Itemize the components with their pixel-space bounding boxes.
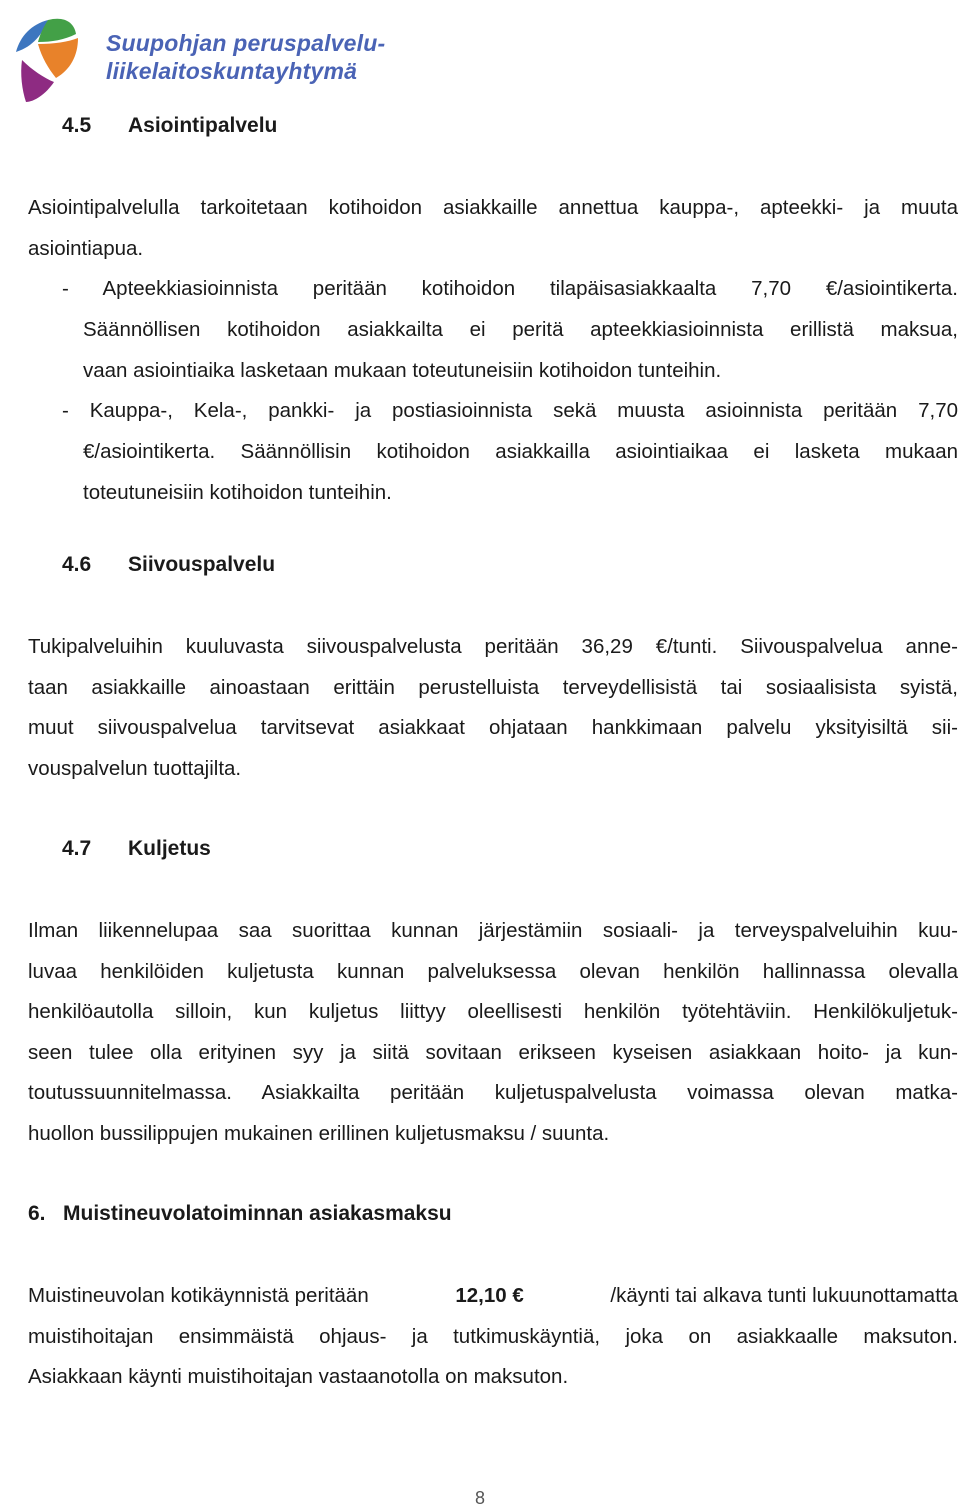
text-line: huollon bussilippujen mukainen erillinen kuljetusmaksu / suunta. [28,1121,610,1145]
paragraph-asiointi-intro [28,188,958,269]
text-line: Säännöllisen kotihoidon asiakkailta ei peritä apteekkiasioinnista erillistä maksua, [83,318,958,341]
section-number: 4.5 [62,114,92,137]
text-line: - Apteekkiasioinnista peritään kotihoidon tilapäisasiakkaalta 7,70 €/asiointikerta. [62,277,958,300]
text-line: vaan asiointiaika lasketaan mukaan toteutuneisiin kotihoidon tunteihin. [83,358,722,382]
text-line: - Kauppa-, Kela-, pankki- ja postiasioinnista sekä muusta asioinnista peritään 7,70 [62,399,958,422]
section-title: Kuljetus [128,837,211,860]
paragraph-muistineuvola [28,1276,958,1398]
text-line-mixed [28,1276,958,1317]
text-line: Tukipalveluihin kuuluvasta siivouspalvelusta peritään 36,29 €/tunti. Siivouspalvelua anne- [28,635,958,658]
text-line: henkilöautolla silloin, kun kuljetus liittyy oleellisesti henkilön työtehtäviin. Henkilökuljetuk- [28,1000,958,1024]
text-segment: Muistineuvolan kotikäynnistä peritään [28,1284,369,1307]
text-line: vouspalvelun tuottajilta. [28,756,242,780]
section-number: 4.6 [62,553,92,576]
text-line: Asiointipalvelulla tarkoitetaan kotihoidon asiakkaille annettua kauppa-, apteekki- ja muuta [28,196,958,219]
paragraph-siivous [28,627,958,789]
logo-text-line1: Suupohjan peruspalvelu- [106,30,386,56]
text-line: taan asiakkaille ainoastaan erittäin perustelluista terveydellisistä tai sosiaalisista syistä, [28,675,958,699]
text-line: muistihoitajan ensimmäistä ohjaus- ja tutkimuskäyntiä, joka on asiakkaalle maksuton. [28,1324,958,1348]
organization-logo [12,12,392,107]
bullet-kauppa-cont [83,432,958,513]
text-line: muut siivouspalvelua tarvitsevat asiakkaat ohjataan hankkimaan palvelu yksityisiltä sii- [28,716,958,740]
bullet-apteekki-line1 [62,269,958,310]
section-heading-4-5 [62,114,277,138]
text-line: luvaa henkilöiden kuljetusta kunnan palveluksessa olevan henkilön hallinnassa olevalla [28,959,958,983]
text-line: toutussuunnitelmassa. Asiakkailta peritään kuljetuspalvelusta voimassa olevan matka- [28,1081,958,1105]
text-line: toteutuneisiin kotihoidon tunteihin. [83,480,392,504]
bullet-kauppa-line1 [62,391,958,432]
page-number: 8 [474,1488,485,1508]
section-heading-6 [28,1202,452,1226]
text-line: asiointiapua. [28,236,144,260]
fee-amount: 12,10 € [455,1284,524,1307]
section-title: Asiointipalvelu [128,114,278,137]
section-title: Muistineuvolatoiminnan asiakasmaksu [63,1202,452,1225]
section-number: 6. [28,1202,46,1225]
section-title: Siivouspalvelu [128,553,276,576]
text-line: seen tulee olla erityinen syy ja siitä sovitaan erikseen kyseisen asiakkaan hoito- ja kun- [28,1040,958,1064]
text-line: Ilman liikennelupaa saa suorittaa kunnan järjestämiin sosiaali- ja terveyspalveluihin kuu- [28,919,958,942]
section-heading-4-7 [62,837,211,861]
paragraph-kuljetus [28,911,958,1155]
text-segment: /käynti tai alkava tunti lukuunottamatta [610,1284,958,1307]
logo-text-line2: liikelaitoskuntayhtymä [106,58,358,84]
section-heading-4-6 [62,553,275,577]
text-line: €/asiointikerta. Säännöllisin kotihoidon asiakkailla asiointiaikaa ei lasketa mukaan [83,440,958,463]
text-line: Asiakkaan käynti muistihoitajan vastaanotolla on maksuton. [28,1365,569,1389]
bullet-apteekki-cont [83,310,958,391]
logo-mark-icon [12,12,102,107]
section-number: 4.7 [62,837,92,860]
